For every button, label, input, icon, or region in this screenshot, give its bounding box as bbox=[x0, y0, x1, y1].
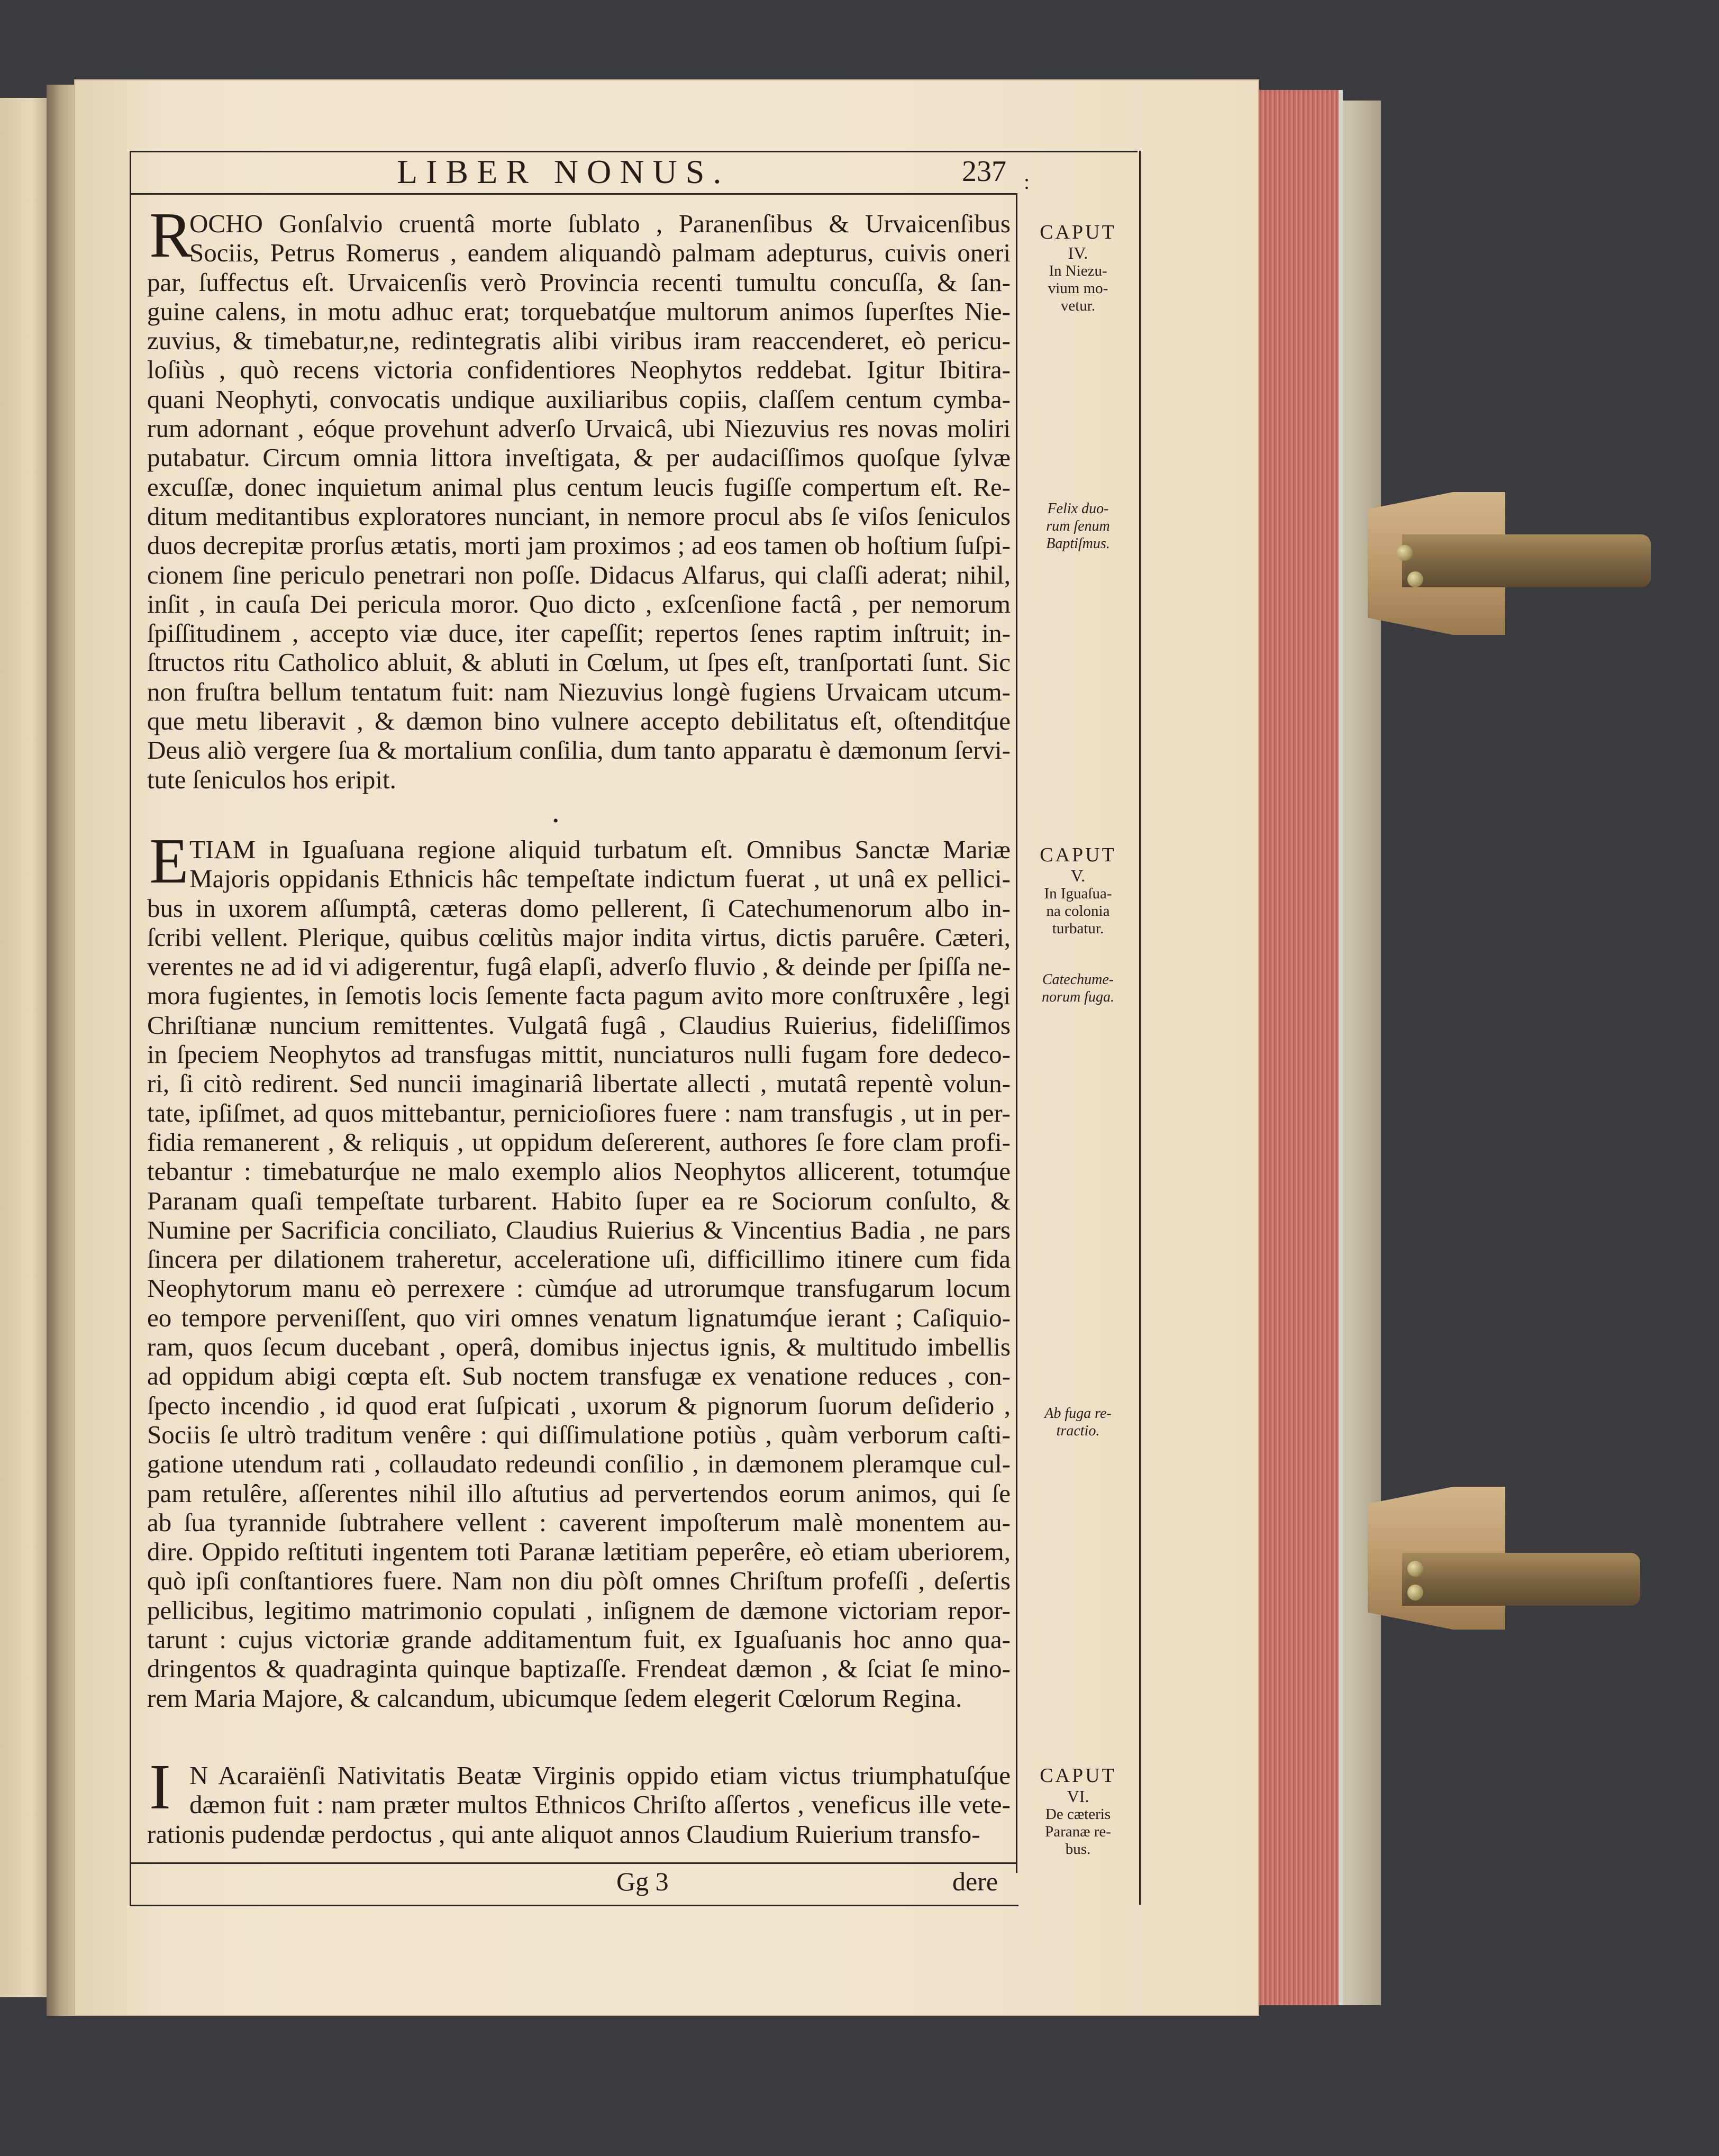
text-line: Neophytorum manu eò perrexere : cùmq́ue ad utrorumque transfugarum locum bbox=[147, 1273, 1011, 1303]
drop-capital: I bbox=[149, 1751, 171, 1823]
margin-note-caput-vi bbox=[1024, 1764, 1132, 1858]
text-line: que metu liberavit , & dæmon bino vulnere accepto debilitatus eſt, oſtenditq́ue bbox=[147, 706, 1011, 736]
text-line: Paranam quaſi tempeſtate turbarent. Habito ſuper ea re Sociorum conſulto, & bbox=[147, 1186, 1011, 1215]
margin-column-rule bbox=[1016, 193, 1017, 1873]
drop-capital: E bbox=[149, 825, 189, 897]
lower-clasp-rivet bbox=[1407, 1585, 1423, 1600]
text-line: ſpecto incendio , id quod erat ſuſpicati , uxorum & pignorum ſuorum deſiderio , bbox=[147, 1390, 1011, 1420]
text-line: ram, quos ſecum ducebant , operâ, domibus injectus ignis, & multitudo imbellis bbox=[147, 1332, 1011, 1362]
upper-clasp-strap bbox=[1402, 534, 1651, 587]
lower-clasp-rivet bbox=[1407, 1561, 1423, 1577]
footer-rule bbox=[130, 1862, 1016, 1864]
margin-tick: : bbox=[1024, 170, 1030, 194]
text-line: rem Maria Majore, & calcandum, ubicumque ſedem elegerit Cœlorum Regina. bbox=[147, 1683, 962, 1713]
text-line: bus in uxorem aſſumptâ, cæteras domo pellerent, ſi Catechumenorum albo in- bbox=[147, 893, 1011, 923]
text-line: excuſſæ, donec inquietum animal plus centum leucis fugiſſe compertum eſt. Re- bbox=[147, 472, 1011, 502]
text-line: loſiùs , quò recens victoria confidentiores Neophytos reddebat. Igitur Ibitira- bbox=[147, 355, 1011, 385]
text-line: pam retulêre, aſſerentes nihil illo aſtutius ad pervertendos eorum animos, qui ſe bbox=[147, 1478, 1011, 1508]
text-line: dringentos & quadraginta quinque baptizaſſe. Frendeat dæmon , & ſciat ſe mino- bbox=[147, 1654, 1011, 1684]
frame-bottom-rule bbox=[130, 1905, 1018, 1906]
caput-heading: CAPUT bbox=[1040, 1764, 1116, 1787]
text-line: zuvius, & timebatur,ne, redintegratis alibi viribus iram reaccenderet, eò pericu- bbox=[147, 326, 1011, 356]
paragraph-caput-vi bbox=[147, 1751, 1011, 1849]
text-line: Sociis ſe ultrò traditum venêre : qui diſſimulatione potiùs , quàm verborum caſti- bbox=[147, 1420, 1011, 1449]
section-separator: • bbox=[553, 812, 559, 830]
drop-capital: R bbox=[149, 199, 193, 271]
text-line: mora fugientes, in ſemotis locis ſemente facta pagum avito more conſtruxêre , legi bbox=[147, 981, 1011, 1011]
text-line: ab ſua tyrannide ſubtrahere vellent : caverent impoſterum malè monentem au- bbox=[147, 1507, 1011, 1537]
margin-note-catechumens bbox=[1024, 971, 1132, 1006]
lower-clasp-strap bbox=[1402, 1553, 1640, 1606]
text-line: dire. Oppido reſtituti ingentem toti Paranæ lætitiam peperêre, eò etiam uberiorem, bbox=[147, 1537, 1011, 1567]
text-line: inſit , in cauſa Dei pericula moror. Quo dicto , exſcenſione factâ , per nemorum bbox=[147, 589, 1011, 618]
text-line: N Acaraiënſi Nativitatis Beatæ Virginis oppido etiam victus triumphatuſq́ue bbox=[189, 1761, 1011, 1790]
marginal-gloss: Felix duo- rum ſenum Baptiſmus. bbox=[1046, 501, 1110, 552]
header-rule bbox=[130, 193, 1016, 195]
text-line: ad oppidum abigi cœpta eſt. Sub noctem transfugæ ex venatione reduces , con- bbox=[147, 1361, 1011, 1391]
text-line: quò ipſi conſtantiores fuere. Nam non diu pòſt omnes Chriſtum profeſſi , deſertis bbox=[147, 1566, 1011, 1596]
marginal-gloss: Catechume- norum fuga. bbox=[1042, 971, 1114, 1005]
caput-number: VI. bbox=[1067, 1787, 1089, 1806]
caput-heading: CAPUT bbox=[1040, 844, 1116, 866]
text-line: ſincera per dilationem traheretur, acceleratione uſi, difficillimo itinere cum fida bbox=[147, 1244, 1011, 1274]
text-line: ſtructos ritu Catholico abluit, & abluti in Cœlum, ut ſpes eſt, tranſportati ſunt. Sic bbox=[147, 648, 1011, 677]
catchword: dere bbox=[952, 1867, 998, 1896]
margin-note-return bbox=[1024, 1405, 1132, 1440]
text-line: tute ſeniculos hos eripit. bbox=[147, 765, 396, 794]
text-line: Numine per Sacrificia conciliato, Claudius Ruierius & Vincentius Badia , ne pars bbox=[147, 1215, 1011, 1244]
caput-heading: CAPUT bbox=[1040, 221, 1116, 243]
text-line: dæmon fuit : nam præter multos Ethnicos Chriſto aſſertos , veneficus ille vete- bbox=[189, 1790, 1011, 1820]
text-line: in ſpeciem Neophytos ad transfugas mittit, nunciaturos nulli fugam fore dedeco- bbox=[147, 1040, 1011, 1069]
text-line: ſcribi vellent. Plerique, quibus cœlitùs major indita virtus, dictis paruêre. Cæteri, bbox=[147, 922, 1011, 952]
text-line: Majoris oppidanis Ethnicis hâc tempeſtate indictum fuerat , ut unâ ex pellici- bbox=[189, 864, 1011, 894]
marginal-gloss: Ab fuga re- tractio. bbox=[1044, 1405, 1112, 1439]
text-line: ri, ſi citò redirent. Sed nuncii imaginariâ libertate allecti , mutatâ repentè volun- bbox=[147, 1069, 1011, 1098]
text-line: eo tempore perveniſſent, quo viri omnes venatum lignatumq́ue ierant ; Caſiquio- bbox=[147, 1303, 1011, 1332]
margin-note-caput-iv bbox=[1024, 221, 1132, 315]
paragraph-caput-iv bbox=[147, 199, 1011, 794]
text-line: guine calens, in motu adhuc erat; torquebatq́ue multorum animos ſuperſtes Nie- bbox=[147, 296, 1011, 326]
text-line: OCHO Gonſalvio cruentâ morte ſublato , Paranenſibus & Urvaicenſibus bbox=[189, 209, 1011, 238]
text-line: Sociis, Petrus Romerus , eandem aliquandò palmam adepturus, cuivis oneri bbox=[189, 238, 1011, 268]
text-line: Chriſtianæ nuncium remittentes. Vulgatâ fugâ , Claudius Ruierius, fideliſſimos bbox=[147, 1010, 1011, 1040]
text-line: quani Neophyti, convocatis undique auxiliaribus copiis, claſſem centum cymba- bbox=[147, 384, 1011, 414]
text-line: par, ſuffectus eſt. Urvaicenſis verò Provincia recenti tumultu concuſſa, & ſan- bbox=[147, 267, 1011, 297]
text-line: tebantur : timebaturq́ue ne malo exemplo alios Neophytos allicerent, totumq́ue bbox=[147, 1157, 1011, 1186]
text-line: putabatur. Circum omnia littora inveſtigata, & per audaciſſimos quoſque ſylvæ bbox=[147, 443, 1011, 472]
caput-summary: De cæteris Paranæ re- bus. bbox=[1045, 1806, 1111, 1858]
paragraph-caput-v bbox=[147, 825, 1011, 1713]
margin-note-caput-v bbox=[1024, 844, 1132, 938]
text-line: rationis pudendæ perdoctus , qui ante aliquot annos Claudium Ruierium transfo- bbox=[147, 1819, 980, 1849]
caput-number: IV. bbox=[1068, 243, 1088, 262]
page-number: 237 bbox=[962, 155, 1006, 188]
text-line: fidia remanerent , & reliquis , ut oppidum deſererent, authores ſe fore clam profi- bbox=[147, 1127, 1011, 1157]
caput-summary: In Iguaſua- na colonia turbatur. bbox=[1044, 885, 1112, 937]
text-line: verentes ne ad id vi adigerentur, fugâ elapſi, adverſo fluvio , & deinde per ſpiſſa ne- bbox=[147, 952, 1011, 981]
upper-clasp-rivet bbox=[1407, 571, 1423, 587]
text-line: tarunt : cujus victoriæ grande additamentum fuit, ex Iguaſuanis hoc anno qua- bbox=[147, 1625, 1011, 1654]
margin-note-baptism bbox=[1024, 500, 1132, 552]
text-line: cionem ſine periculo penetrari non poſſe. Didacus Alfarus, qui claſſi aderat; nihil, bbox=[147, 560, 1011, 589]
text-line: duos decrepitæ prorſus ætatis, morti jam proximos ; ad eos tamen ob hoſtium ſuſpi- bbox=[147, 531, 1011, 560]
text-line: gatione utendum rati , collaudato redeundi conſilio , in dæmonem pleramque cul- bbox=[147, 1449, 1011, 1479]
upper-clasp-rivet bbox=[1397, 545, 1413, 561]
text-line: TIAM in Iguaſuana regione aliquid turbatum eſt. Omnibus Sanctæ Mariæ bbox=[189, 835, 1011, 864]
text-line: non fruſtra bellum tentatum fuit: nam Niezuvius longè fugiens Urvaicam utcum- bbox=[147, 677, 1011, 706]
running-head: LIBER NONUS. bbox=[397, 153, 730, 190]
text-line: Deus aliò vergere ſua & mortalium conſilia, dum tanto apparatu è dæmonum ſervi- bbox=[147, 735, 1011, 765]
caput-summary: In Niezu- vium mo- vetur. bbox=[1048, 262, 1108, 314]
text-line: tate, ipſiſmet, ad quos mittebantur, pernicioſiores fuere : nam transfugis , ut in per- bbox=[147, 1098, 1011, 1127]
text-line: ſpiſſitudinem , accepto viæ duce, iter capeſſit; repertos ſenes raptim inſtruit; in- bbox=[147, 618, 1011, 648]
caput-number: V. bbox=[1071, 866, 1085, 885]
text-line: pellicibus, legitimo matrimonio copulati , inſignem de dæmone victoriam repor- bbox=[147, 1595, 1011, 1625]
text-line: ditum meditantibus exploratores nunciant, in nemore procul abs ſe viſos ſeniculos bbox=[147, 501, 1011, 531]
text-line: rum adornant , eóque provehunt adverſo Urvaicâ, ubi Niezuvius res novas moliri bbox=[147, 414, 1011, 443]
left-page-edge bbox=[0, 98, 53, 1997]
signature-mark: Gg 3 bbox=[616, 1867, 669, 1896]
